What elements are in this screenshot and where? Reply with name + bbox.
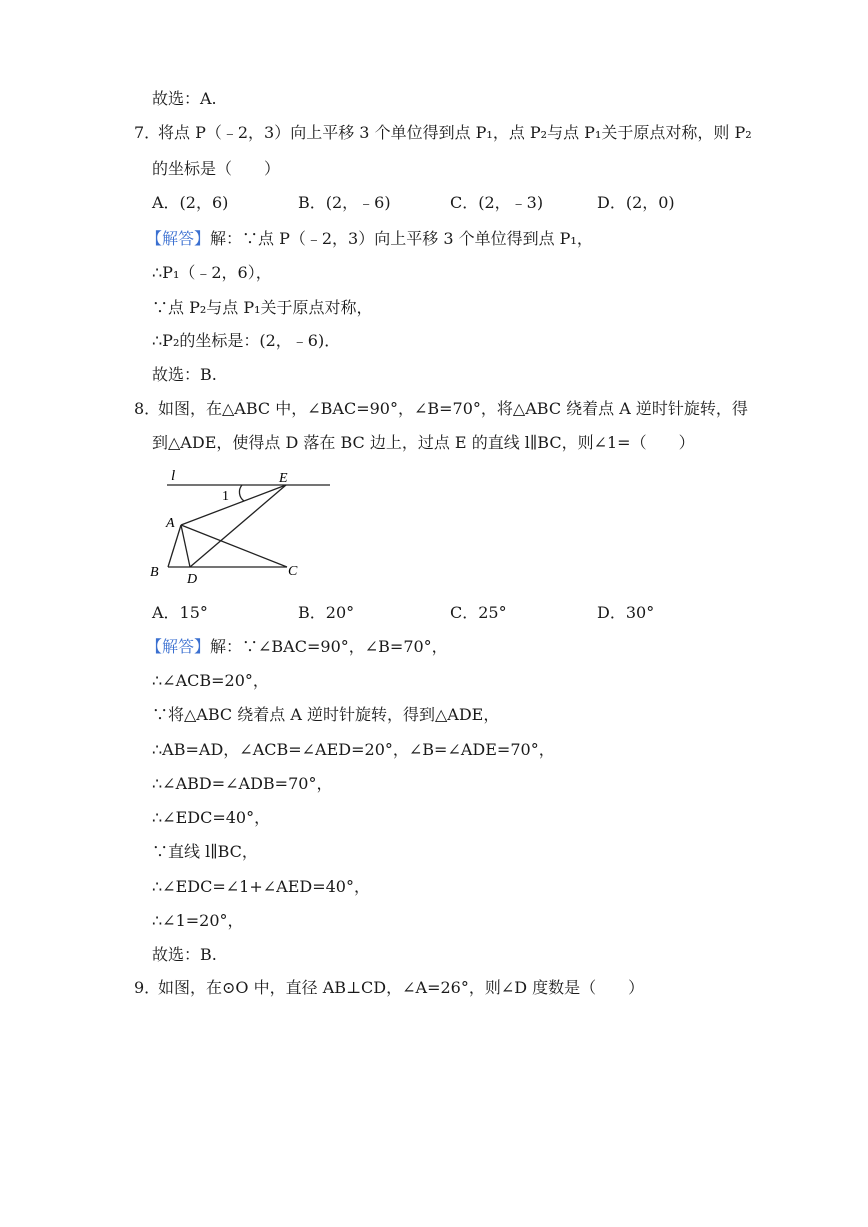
q8-stem-line1: 如图，在△ABC 中，∠BAC=90°，∠B=70°，将△ABC 绕着点 A 逆时针旋转，得: [158, 399, 748, 418]
q8-stem-line2: 到△ADE，使得点 D 落在 BC 边上，过点 E 的直线 l∥BC，则∠1=（ ）: [152, 433, 695, 452]
prev-conclusion: 故选：A.: [152, 89, 217, 108]
q9-number: 9．: [134, 978, 161, 997]
q8-solution-line3: ∵将△ABC 绕着点 A 逆时针旋转，得到△ADE，: [152, 705, 500, 724]
angle-1-arc: [239, 485, 244, 501]
q8-figure: [140, 462, 340, 588]
q8-option-b: B．20°: [298, 603, 355, 622]
q7-answer-tag: 【解答】: [146, 229, 211, 248]
q7-option-a: A．(2，6): [152, 193, 229, 212]
q7-solution-line5: 故选：B.: [152, 365, 217, 384]
q7-solution-line4: ∴P₂的坐标是：(2，﹣6)．: [152, 331, 341, 350]
label-1: 1: [222, 489, 229, 504]
q8-solution-line7: ∵直线 l∥BC，: [152, 842, 258, 861]
label-D: D: [187, 572, 198, 587]
q8-solution-line6: ∴∠EDC=40°，: [152, 808, 271, 827]
q8-solution-line9: ∴∠1=20°，: [152, 911, 244, 930]
q7-stem-line2: 的坐标是（ ）: [152, 159, 281, 178]
label-C: C: [288, 564, 298, 579]
q8-solution-text1: 解：∵∠BAC=90°，∠B=70°，: [210, 637, 448, 656]
q7-number: 7．: [134, 123, 161, 142]
q8-answer-tag: 【解答】: [146, 637, 211, 656]
label-B: B: [150, 565, 159, 580]
q8-solution-line10: 故选：B.: [152, 945, 217, 964]
q7-option-c: C．(2，﹣3): [450, 193, 544, 212]
label-l: l: [171, 468, 176, 484]
segment-DE: [190, 485, 286, 567]
q7-solution-line2: ∴P₁（﹣2，6），: [152, 263, 272, 282]
segment-AE: [181, 485, 286, 525]
q8-solution-line8: ∴∠EDC=∠1+∠AED=40°，: [152, 877, 370, 896]
q8-number: 8．: [134, 399, 161, 418]
q8-option-a: A．15°: [152, 603, 208, 622]
q7-stem-line1: 将点 P（﹣2，3）向上平移 3 个单位得到点 P₁，点 P₂与点 P₁关于原点对称，则 P₂: [158, 123, 752, 142]
q8-solution-line1: [146, 636, 448, 658]
q9-stem: 如图，在⊙O 中，直径 AB⊥CD，∠A=26°，则∠D 度数是（ ）: [158, 978, 645, 997]
label-E: E: [279, 471, 288, 486]
q7-solution-text1: 解：∵点 P（﹣2，3）向上平移 3 个单位得到点 P₁，: [210, 229, 593, 248]
q8-option-c: C．25°: [450, 603, 507, 622]
q8-solution-line4: ∴AB=AD，∠ACB=∠AED=20°，∠B=∠ADE=70°，: [152, 740, 555, 759]
q8-solution-line5: ∴∠ABD=∠ADB=70°，: [152, 774, 333, 793]
q7-option-b: B．(2，﹣6): [298, 193, 391, 212]
segment-AD: [181, 525, 190, 567]
label-A: A: [166, 516, 175, 531]
q8-option-d: D．30°: [597, 603, 655, 622]
segment-AB: [168, 525, 181, 567]
q7-solution-line3: ∵点 P₂与点 P₁关于原点对称，: [152, 298, 373, 317]
q8-solution-line2: ∴∠ACB=20°，: [152, 671, 269, 690]
q7-option-d: D．(2，0): [597, 193, 675, 212]
q7-solution-line1: [146, 228, 593, 250]
